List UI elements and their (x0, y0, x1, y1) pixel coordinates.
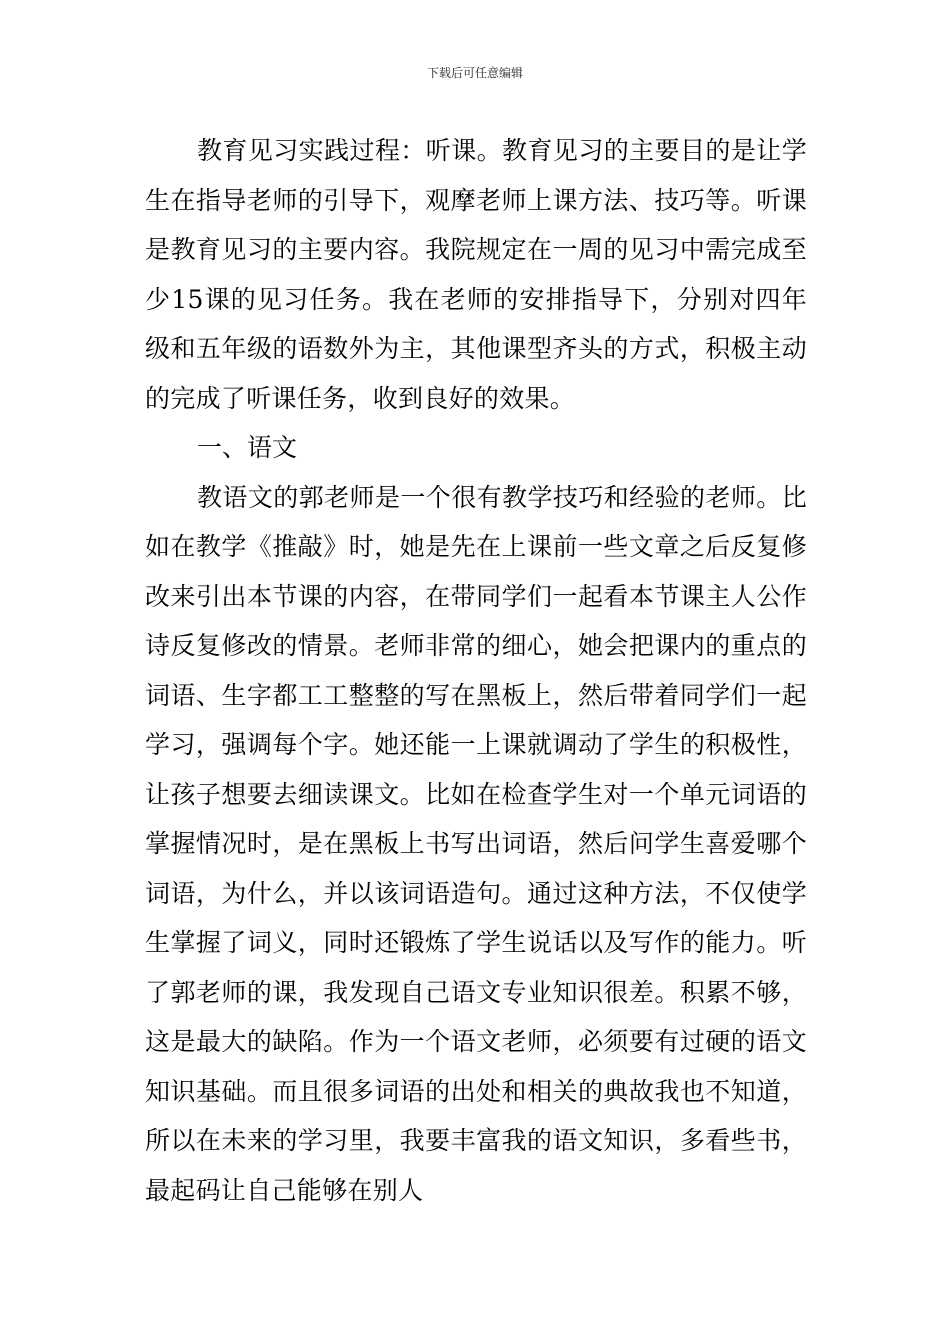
document-body (145, 126, 807, 1215)
section-heading-chinese: 一、语文 (197, 433, 298, 462)
paragraph-chinese-teacher: 教语文的郭老师是一个很有教学技巧和经验的老师。比如在教学《推敲》时，她是先在上课前一些文章之后反复修改来引出本节课的内容，在带同学们一起看本节课主人公作诗反复修改的情景。老师非常的细心，她会把课内的重点的词语、生字都工工整整的写在黑板上，然后带着同学们一起学习，强调每个字。她还能一上课就调动了学生的积极性，让孩子想要去细读课文。比如在检查学生对一个单元词语的掌握情况时，是在黑板上书写出词语，然后问学生喜爱哪个词语，为什么，并以该词语造句。通过这种方法，不仅使学生掌握了词义，同时还锻炼了学生说话以及写作的能力。听了郭老师的课，我发现自己语文专业知识很差。积累不够，这是最大的缺陷。作为一个语文老师，必须要有过硬的语文知识基础。而且很多词语的出处和相关的典故我也不知道，所以在未来的学习里，我要丰富我的语文知识，多看些书，最起码让自己能够在别人 (145, 482, 807, 1205)
paragraph-observation-process: 教育见习实践过程：听课。教育见习的主要目的是让学生在指导老师的引导下，观摩老师上课方法、技巧等。听课是教育见习的主要内容。我院规定在一周的见习中需完成至少15课的见习任务。我在老师的安排指导下，分别对四年级和五年级的语数外为主，其他课型齐头的方式，积极主动的完成了听课任务，收到良好的效果。 (145, 136, 807, 413)
header-note: 下载后可任意编辑 (426, 66, 523, 80)
